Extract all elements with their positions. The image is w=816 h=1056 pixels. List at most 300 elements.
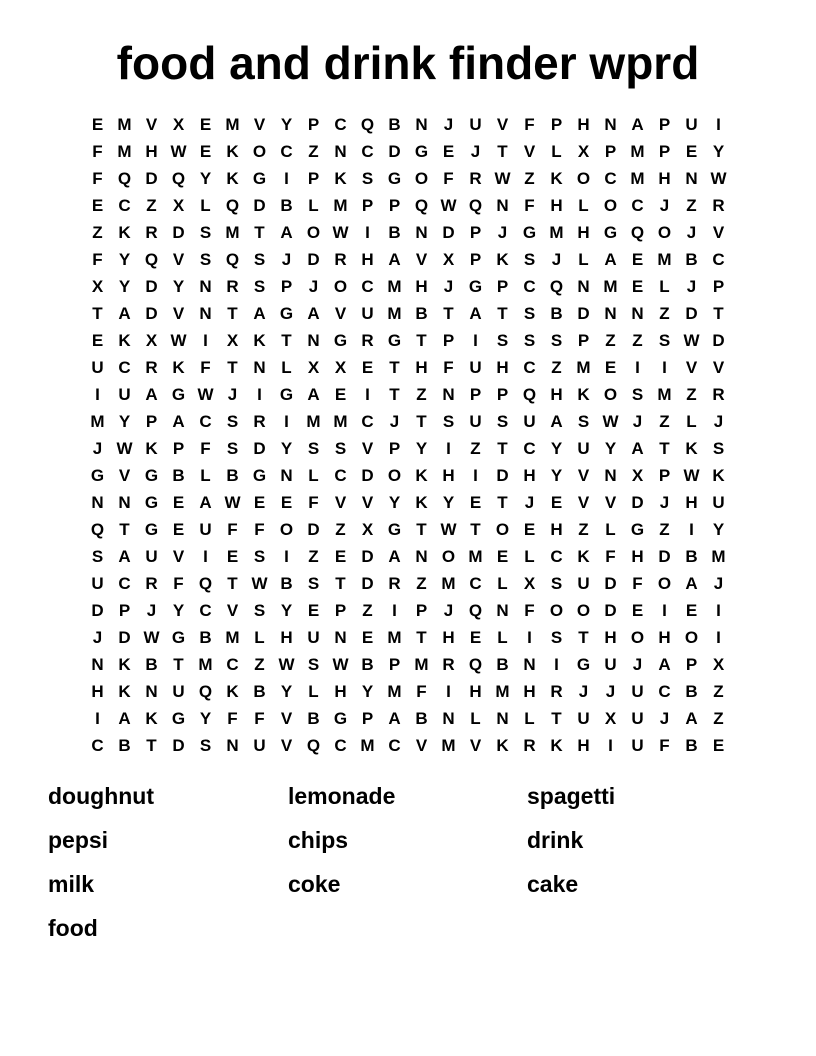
grid-letter: V [577,493,590,512]
grid-letter: Z [308,142,319,161]
puzzle-title: food and drink finder wprd [116,37,700,89]
grid-letter: N [604,304,617,323]
grid-letter: F [632,574,643,593]
grid-letter: J [497,223,508,242]
grid-letter: O [333,277,348,296]
grid-letter: W [170,331,187,350]
grid-letter: F [308,493,319,512]
grid-letter: T [227,304,238,323]
grid-letter: Q [90,520,105,539]
grid-letter: C [118,574,131,593]
grid-letter: J [686,223,697,242]
grid-letter: E [442,142,455,161]
grid-letter: O [657,223,672,242]
grid-letter: S [361,169,374,188]
grid-letter: P [388,196,401,215]
grid-letter: S [334,439,347,458]
grid-letter: B [685,250,698,269]
grid-letter: S [523,304,536,323]
grid-letter: H [550,520,563,539]
grid-letter: V [172,547,185,566]
grid-letter: R [712,385,725,404]
grid-letter: N [415,223,428,242]
grid-letter: H [577,115,590,134]
grid-letter: Q [306,736,321,755]
grid-letter: R [712,196,725,215]
grid-letter: M [603,277,618,296]
grid-letter: M [198,655,213,674]
grid-letter: K [550,169,563,188]
grid-letter: V [685,358,698,377]
grid-letter: S [199,223,212,242]
grid-letter: T [416,520,427,539]
grid-letter: D [388,142,401,161]
grid-letter: E [280,493,293,512]
grid-letter: N [334,628,347,647]
grid-letter: L [578,196,589,215]
grid-letter: F [200,439,211,458]
grid-letter: A [280,223,293,242]
grid-letter: G [144,493,159,512]
grid-letter: E [469,628,482,647]
grid-letter: T [497,304,508,323]
grid-letter: U [712,493,725,512]
grid-letter: U [253,736,266,755]
word-list-column [527,774,615,906]
grid-letter: O [684,628,699,647]
grid-letter: Y [118,277,131,296]
grid-letter: Z [524,169,535,188]
grid-letter: I [203,547,208,566]
grid-letter: T [659,439,670,458]
grid-letter: D [442,223,455,242]
grid-letter: K [118,331,131,350]
grid-letter: Q [468,601,483,620]
grid-letter: O [495,520,510,539]
grid-letter: V [469,736,482,755]
grid-letter: C [469,574,482,593]
grid-letter: F [659,736,670,755]
grid-letter: H [577,736,590,755]
grid-letter: C [118,358,131,377]
grid-letter: K [226,142,239,161]
grid-letter: M [225,223,240,242]
grid-letter: G [603,223,618,242]
grid-letter: F [416,682,427,701]
grid-letter: A [388,250,401,269]
grid-letter: J [551,250,562,269]
grid-letter: N [442,385,455,404]
grid-letter: A [685,574,698,593]
grid-letter: Z [713,682,724,701]
grid-letter: Z [686,385,697,404]
word-list-item: lemonade [288,782,396,809]
grid-letter: A [658,655,671,674]
grid-letter: D [361,574,374,593]
grid-letter: V [172,250,185,269]
grid-letter: W [602,412,619,431]
grid-letter: R [388,574,401,593]
grid-letter: S [631,385,644,404]
grid-letter: G [90,466,105,485]
grid-letter: Y [118,412,131,431]
grid-letter: P [172,439,185,458]
grid-letter: E [496,547,509,566]
grid-letter: J [227,385,238,404]
grid-letter: D [145,169,158,188]
grid-letter: C [199,601,212,620]
grid-letter: X [172,196,185,215]
grid-letter: G [252,169,267,188]
grid-letter: C [118,196,131,215]
grid-letter: M [225,115,240,134]
grid-letter: U [469,115,482,134]
grid-letter: I [203,331,208,350]
grid-letter: M [225,628,240,647]
grid-letter: C [631,196,644,215]
grid-letter: T [470,520,481,539]
grid-letter: Z [470,439,481,458]
grid-letter: J [713,574,724,593]
grid-letter: Q [144,250,159,269]
grid-letter: D [658,547,671,566]
grid-letter: W [116,439,133,458]
grid-letter: M [117,115,132,134]
grid-letter: V [361,439,374,458]
grid-letter: B [388,223,401,242]
grid-letter: C [199,412,212,431]
grid-letter: J [443,601,454,620]
grid-letter: Y [280,115,293,134]
grid-letter: I [716,601,721,620]
word-list-item: pepsi [48,826,109,853]
grid-letter: G [333,331,348,350]
grid-letter: V [118,466,131,485]
grid-letter: S [550,331,563,350]
grid-letter: K [118,682,131,701]
grid-letter: W [170,142,187,161]
grid-letter: J [686,277,697,296]
grid-letter: E [334,547,347,566]
grid-letter: S [307,574,320,593]
grid-letter: G [279,304,294,323]
grid-letter: R [469,169,482,188]
grid-letter: Y [361,682,374,701]
grid-letter: C [523,358,536,377]
grid-letter: J [659,709,670,728]
grid-letter: K [550,736,563,755]
grid-letter: S [226,439,239,458]
grid-letter: Z [605,331,616,350]
grid-letter: V [712,223,725,242]
grid-letter: H [91,682,104,701]
grid-letter: N [604,466,617,485]
grid-letter: I [689,520,694,539]
grid-letter: N [226,736,239,755]
grid-letter: B [199,628,212,647]
grid-letter: Z [146,196,157,215]
grid-letter: S [523,250,536,269]
grid-letter: H [631,547,644,566]
grid-letter: O [279,520,294,539]
grid-letter: G [468,277,483,296]
grid-letter: Z [254,655,265,674]
grid-letter: S [307,439,320,458]
grid-letter: S [253,601,266,620]
grid-letter: B [307,709,320,728]
grid-letter: D [604,574,617,593]
grid-letter: O [549,601,564,620]
grid-letter: N [253,358,266,377]
grid-letter: V [334,493,347,512]
grid-letter: B [280,196,293,215]
grid-letter: K [226,682,239,701]
grid-letter: P [307,115,320,134]
grid-letter: M [711,547,726,566]
grid-letter: Z [659,520,670,539]
grid-letter: L [254,628,265,647]
grid-letter: T [416,628,427,647]
grid-letter: J [308,277,319,296]
grid-letter: N [199,304,212,323]
grid-letter: J [659,196,670,215]
grid-letter: S [253,277,266,296]
grid-letter: F [92,142,103,161]
grid-letter: E [685,142,698,161]
grid-letter: H [658,169,671,188]
grid-letter: J [524,493,535,512]
grid-letter: A [685,709,698,728]
grid-letter: T [227,574,238,593]
grid-letter: N [91,655,104,674]
grid-letter: G [171,709,186,728]
grid-letter: A [145,385,158,404]
grid-letter: N [199,277,212,296]
grid-letter: U [172,682,185,701]
grid-letter: E [361,628,374,647]
grid-letter: N [334,142,347,161]
grid-letter: X [712,655,725,674]
grid-letter: K [334,169,347,188]
grid-letter: R [145,358,158,377]
grid-letter: T [416,331,427,350]
grid-letter: L [308,682,319,701]
grid-letter: H [415,277,428,296]
grid-letter: N [496,196,509,215]
grid-letter: W [683,466,700,485]
grid-letter: P [442,331,455,350]
grid-letter: S [496,412,509,431]
grid-letter: I [635,358,640,377]
grid-letter: P [415,601,428,620]
grid-letter: Z [659,412,670,431]
grid-letter: A [388,547,401,566]
grid-letter: K [226,169,239,188]
grid-letter: E [469,493,482,512]
grid-letter: K [577,385,590,404]
grid-letter: E [631,277,644,296]
grid-letter: W [710,169,727,188]
grid-letter: V [604,493,617,512]
grid-letter: K [685,439,698,458]
grid-letter: K [577,547,590,566]
grid-letter: A [550,412,563,431]
grid-letter: L [578,250,589,269]
grid-letter: Y [172,277,185,296]
grid-letter: O [441,547,456,566]
grid-letter: I [473,466,478,485]
grid-letter: D [91,601,104,620]
grid-letter: C [226,655,239,674]
grid-letter: H [442,628,455,647]
grid-letter: K [145,709,158,728]
grid-letter: G [252,466,267,485]
grid-letter: M [441,574,456,593]
grid-letter: Q [549,277,564,296]
grid-letter: Q [630,223,645,242]
grid-letter: T [173,655,184,674]
grid-letter: L [200,196,211,215]
grid-letter: B [388,115,401,134]
grid-letter: Q [171,169,186,188]
grid-letter: D [496,466,509,485]
grid-letter: E [91,331,104,350]
grid-letter: F [605,547,616,566]
grid-letter: R [334,250,347,269]
grid-letter: X [145,331,158,350]
grid-letter: L [308,196,319,215]
grid-letter: I [365,385,370,404]
grid-letter: E [91,196,104,215]
grid-letter: V [415,250,428,269]
grid-letter: D [361,466,374,485]
grid-letter: Z [551,358,562,377]
grid-letter: B [145,655,158,674]
grid-letter: B [685,682,698,701]
grid-letter: E [604,358,617,377]
grid-letter: C [280,142,293,161]
grid-letter: S [253,547,266,566]
grid-letter: U [631,736,644,755]
grid-letter: E [172,493,185,512]
word-list-item: spagetti [527,782,616,809]
grid-letter: Z [416,574,427,593]
grid-letter: G [387,331,402,350]
grid-letter: W [440,196,457,215]
grid-letter: X [361,520,374,539]
grid-letter: B [226,466,239,485]
grid-letter: E [172,520,185,539]
grid-letter: Y [199,709,212,728]
word-list-item: cake [527,870,579,897]
grid-letter: B [685,736,698,755]
grid-letter: L [524,709,535,728]
grid-letter: N [604,115,617,134]
grid-letter: G [630,520,645,539]
grid-letter: N [523,655,536,674]
grid-letter: M [441,736,456,755]
grid-letter: T [497,439,508,458]
grid-letter: O [306,223,321,242]
grid-letter: B [415,709,428,728]
grid-letter: W [332,223,349,242]
grid-letter: E [523,520,536,539]
grid-letter: L [605,520,616,539]
grid-letter: X [523,574,536,593]
word-list-column [288,774,395,906]
grid-letter: I [662,358,667,377]
grid-letter: S [442,412,455,431]
grid-letter: L [524,547,535,566]
grid-letter: E [712,736,725,755]
grid-letter: I [554,655,559,674]
grid-letter: D [712,331,725,350]
grid-letter: R [361,331,374,350]
grid-letter: Z [416,385,427,404]
grid-letter: A [604,250,617,269]
grid-letter: Z [335,520,346,539]
grid-letter: E [631,250,644,269]
grid-letter: X [91,277,104,296]
grid-letter: T [119,520,130,539]
grid-letter: Y [550,439,563,458]
grid-letter: M [387,682,402,701]
word-list-item: food [48,914,98,941]
grid-letter: T [416,412,427,431]
grid-letter: I [446,439,451,458]
word-list [0,774,816,974]
grid-letter: H [496,358,509,377]
grid-letter: D [307,520,320,539]
grid-letter: B [685,547,698,566]
grid-letter: P [712,277,725,296]
grid-letter: Z [659,304,670,323]
grid-letter: O [630,628,645,647]
grid-letter: T [713,304,724,323]
grid-letter: H [361,250,374,269]
grid-letter: H [604,628,617,647]
grid-letter: F [92,169,103,188]
grid-letter: R [550,682,563,701]
grid-letter: D [253,196,266,215]
grid-letter: B [118,736,131,755]
grid-letter: D [685,304,698,323]
grid-letter: R [226,277,239,296]
grid-letter: P [307,169,320,188]
grid-letter: L [659,277,670,296]
grid-letter: J [146,601,157,620]
grid-letter: T [443,304,454,323]
grid-letter: U [631,709,644,728]
grid-letter: Y [280,601,293,620]
grid-letter: Q [225,250,240,269]
grid-letter: M [468,547,483,566]
grid-letter: P [496,277,509,296]
grid-letter: J [92,439,103,458]
grid-letter: L [686,412,697,431]
grid-letter: M [333,196,348,215]
grid-letter: E [361,358,374,377]
grid-letter: I [716,628,721,647]
grid-letter: U [577,439,590,458]
grid-letter: V [496,115,509,134]
grid-letter: G [171,385,186,404]
grid-letter: N [91,493,104,512]
grid-letter: Q [117,169,132,188]
grid-letter: W [224,493,241,512]
grid-letter: M [387,304,402,323]
grid-letter: X [442,250,455,269]
